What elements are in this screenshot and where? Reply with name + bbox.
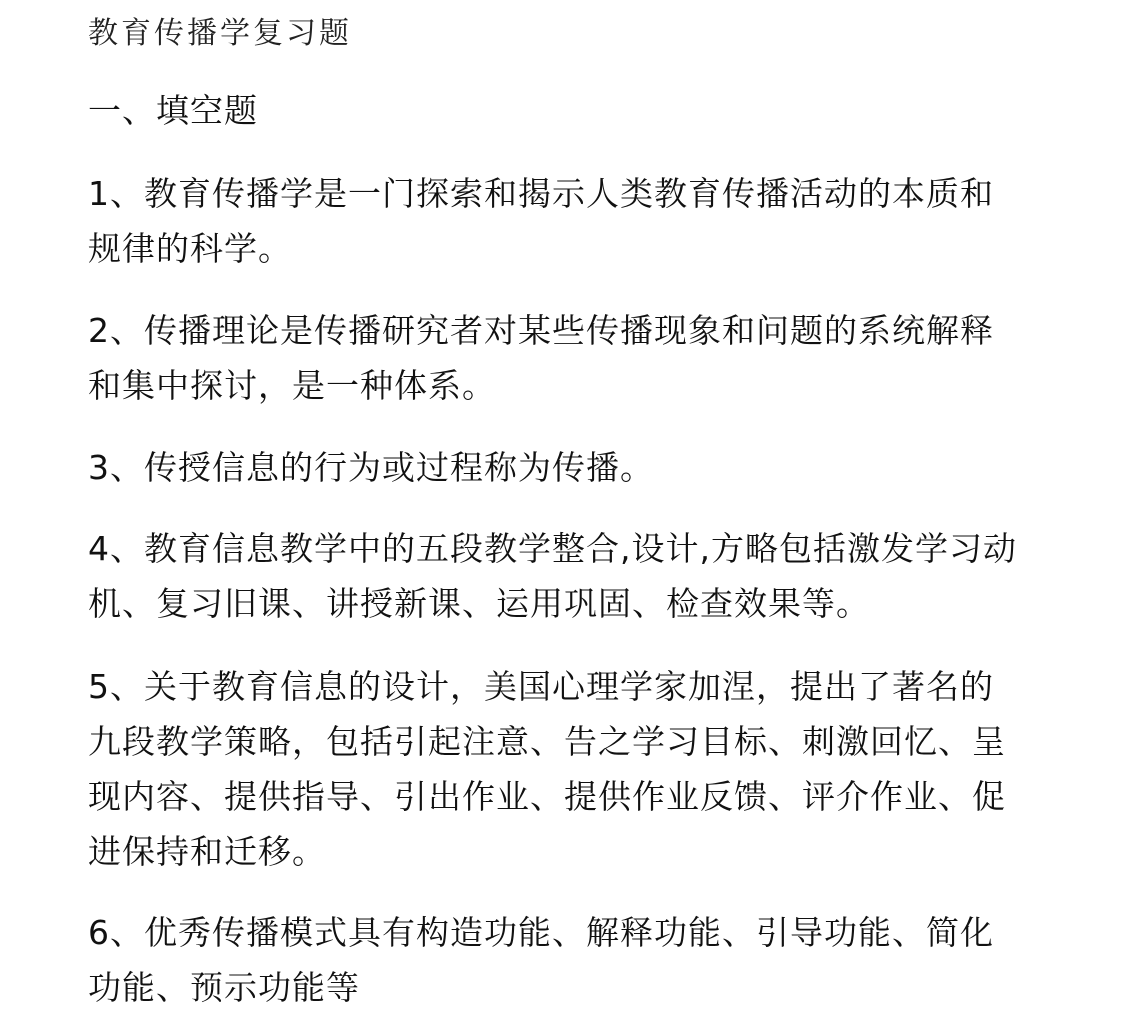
question-line: 6、优秀传播模式具有构造功能、解释功能、引导功能、简化 [88,913,994,952]
question-line: 功能、预示功能等 [88,968,360,1007]
question-line: 5、关于教育信息的设计，美国心理学家加涅，提出了著名的 [88,667,994,706]
question-item-6 [88,905,1078,1015]
question-item-4 [88,521,1078,631]
question-item-2 [88,303,1078,413]
question-item-3 [88,440,1078,495]
question-line: 3、传授信息的行为或过程称为传播。 [88,448,654,487]
question-line: 九段教学策略，包括引起注意、告之学习目标、刺激回忆、呈 [88,722,1006,761]
question-line: 2、传播理论是传播研究者对某些传播现象和问题的系统解释 [88,311,994,350]
question-line: 机、复习旧课、讲授新课、运用巩固、检查效果等。 [88,584,870,623]
question-line: 现内容、提供指导、引出作业、提供作业反馈、评介作业、促 [88,777,1006,816]
question-item-5 [88,659,1078,879]
section-heading: 一、填空题 [88,91,258,130]
question-line: 1、教育传播学是一门探索和揭示人类教育传播活动的本质和 [88,174,994,213]
question-line: 4、教育信息教学中的五段教学整合,设计,方略包括激发学习动 [88,529,1017,568]
question-line: 规律的科学。 [88,229,292,268]
document-title: 教育传播学复习题 [88,16,352,51]
question-line: 和集中探讨，是一种体系。 [88,366,496,405]
question-item-1 [88,166,1078,276]
question-line: 进保持和迁移。 [88,832,326,871]
